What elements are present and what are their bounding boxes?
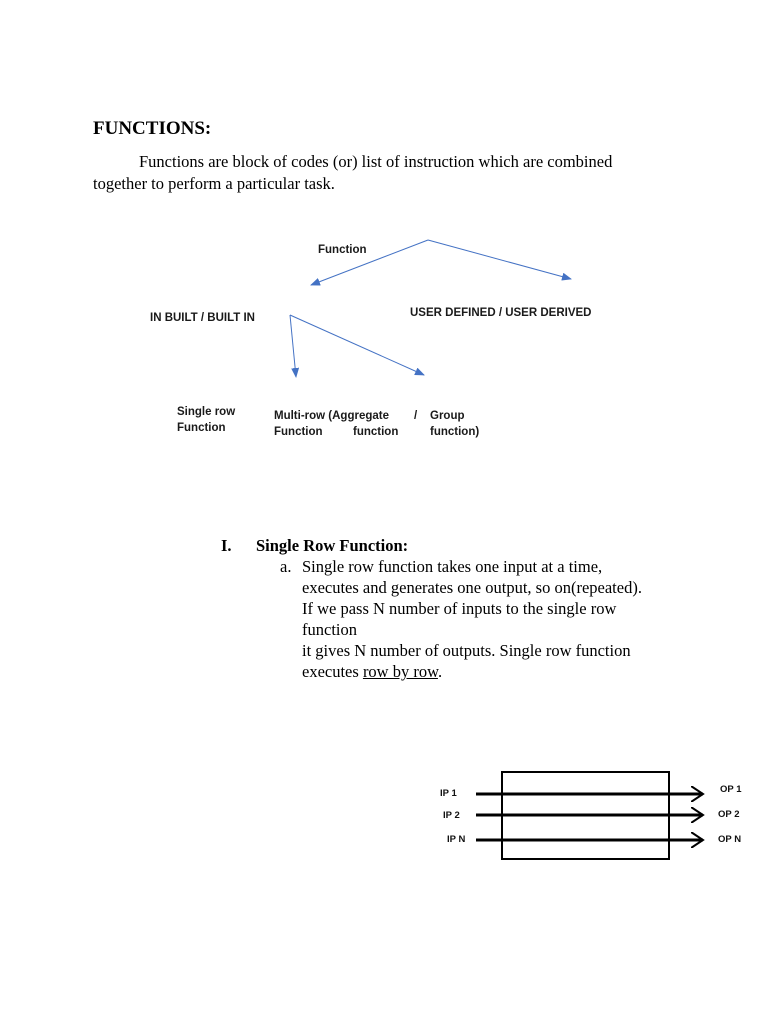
- intro-line-1: Functions are block of codes (or) list of instruction which are combined: [139, 152, 613, 171]
- tree-arrow-to-userdefined: [428, 240, 571, 279]
- multi-row-label-group: Group: [430, 410, 465, 422]
- input-label-n: IP N: [447, 834, 466, 845]
- output-label-n: OP N: [718, 834, 742, 845]
- tree-arrow-to-single-row: [290, 315, 296, 377]
- item-line-6-prefix: executes: [302, 662, 363, 681]
- item-line-3: If we pass N number of inputs to the single row: [302, 599, 617, 618]
- multi-row-label-function: function): [430, 426, 480, 438]
- tree-arrow-to-multi-row: [290, 315, 424, 375]
- section-title: Single Row Function:: [256, 536, 409, 555]
- tree-root-label: Function: [318, 244, 367, 256]
- input-label-1: IP 1: [440, 788, 457, 799]
- tree-builtin-label: IN BUILT / BUILT IN: [150, 312, 255, 324]
- item-line-2: executes and generates one output, so on(repeated).: [302, 578, 642, 597]
- intro-line-2: together to perform a particular task.: [93, 174, 335, 193]
- tree-userdefined-label: USER DEFINED / USER DERIVED: [410, 307, 592, 319]
- row-by-row-text: row by row: [362, 662, 438, 681]
- item-line-6: [302, 662, 442, 682]
- page-title: FUNCTIONS:: [93, 118, 212, 139]
- input-label-2: IP 2: [443, 810, 460, 821]
- output-label-1: OP 1: [720, 784, 742, 795]
- item-line-4: function: [302, 620, 357, 639]
- single-row-label-line-1: Single row: [177, 406, 236, 418]
- multi-row-label-col1-line2b: function: [353, 426, 399, 438]
- multi-row-label-col1-line2a: Function: [274, 426, 323, 438]
- multi-row-label-col1-line1: Multi-row (Aggregate: [274, 410, 389, 422]
- section-number: I.: [221, 536, 232, 555]
- single-row-label: [177, 404, 235, 436]
- output-label-2: OP 2: [718, 809, 740, 820]
- multi-row-label-slash: /: [414, 410, 418, 422]
- item-line-6-suffix: .: [437, 662, 443, 681]
- item-line-5: it gives N number of outputs. Single row function: [302, 641, 631, 660]
- item-letter: a.: [280, 557, 292, 576]
- item-line-1: Single row function takes one input at a time,: [302, 557, 603, 576]
- single-row-label-line-2: Function: [177, 422, 226, 434]
